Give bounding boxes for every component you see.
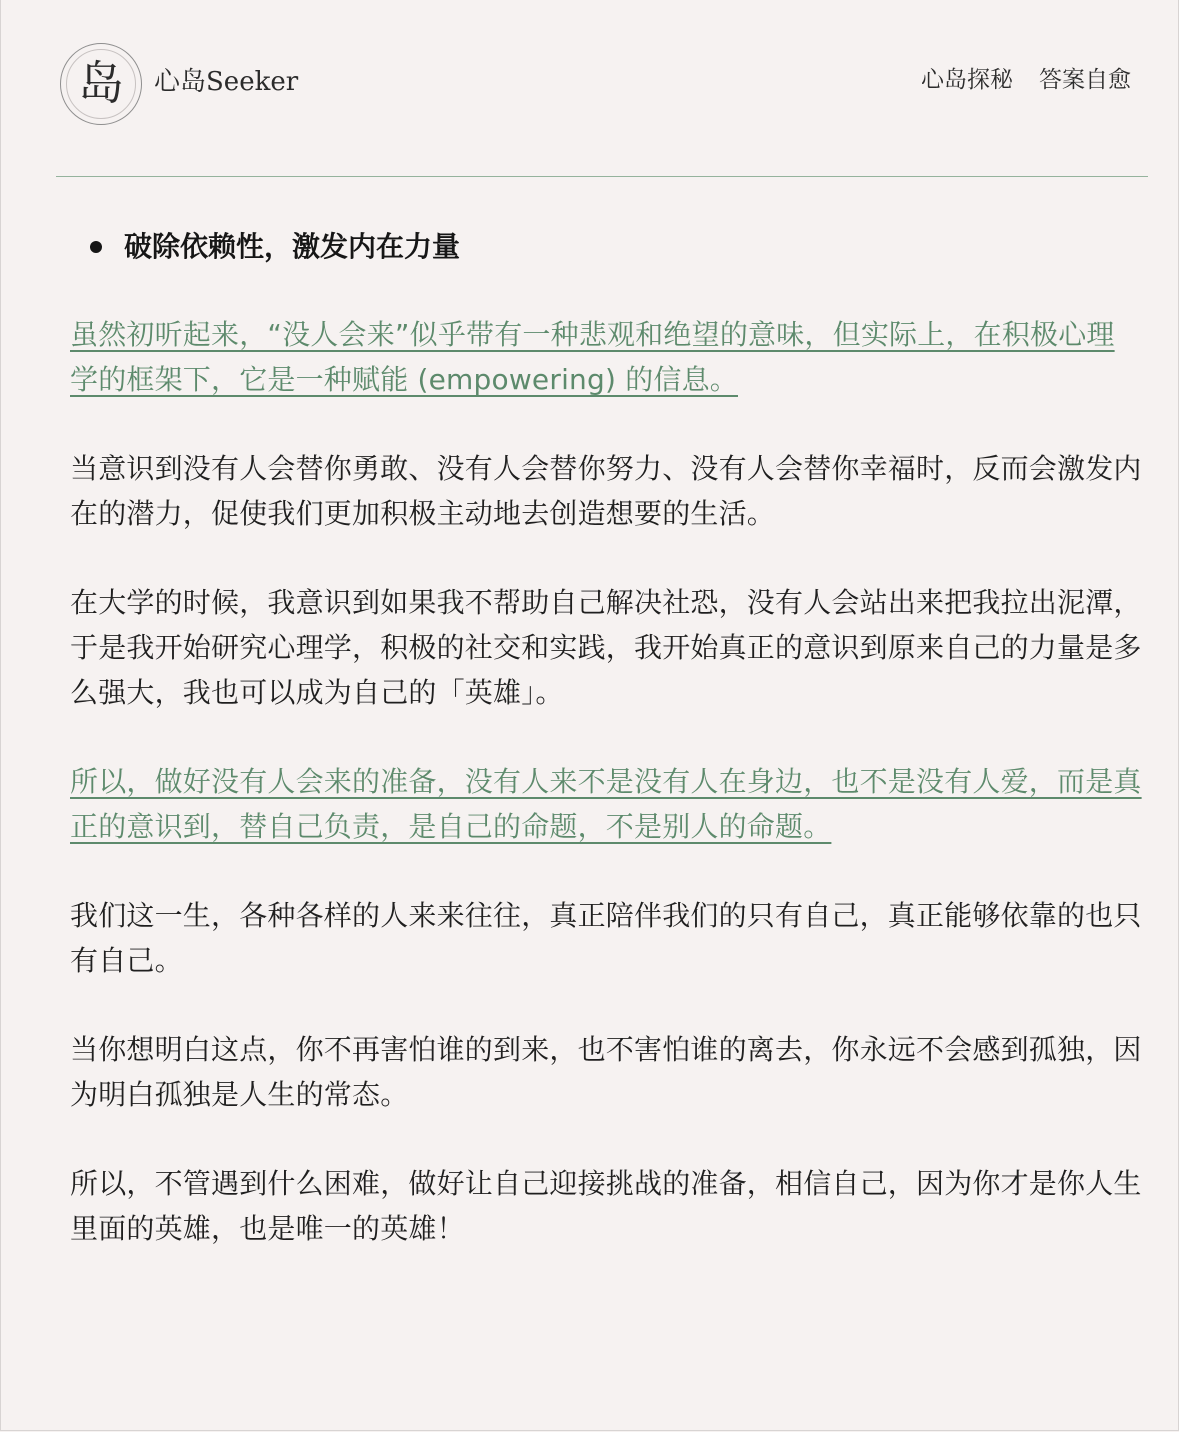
highlight-paragraph: 虽然初听起来，“没人会来”似乎带有一种悲观和绝望的意味，但实际上，在积极心理学的框架下，它是一种赋能 (empowering) 的信息。 — [70, 318, 1115, 396]
nav-item-explore[interactable]: 心岛探秘 — [921, 67, 1013, 93]
nav-item-answers[interactable]: 答案自愈 — [1039, 67, 1131, 93]
logo-badge[interactable] — [60, 43, 142, 125]
section-heading-text: 破除依赖性，激发内在力量 — [124, 230, 461, 263]
site-header — [0, 0, 1179, 178]
logo-character: 岛 — [78, 56, 124, 110]
article-body — [70, 218, 1142, 1251]
paragraph: 在大学的时候，我意识到如果我不帮助自己解决社恐，没有人会站出来把我拉出泥潭，于是我开始研究心理学，积极的社交和实践，我开始真正的意识到原来自己的力量是多么强大，我也可以成为自己的「英雄」。 — [70, 586, 1142, 709]
paragraph: 当意识到没有人会替你勇敢、没有人会替你努力、没有人会替你幸福时，反而会激发内在的潜力，促使我们更加积极主动地去创造想要的生活。 — [70, 452, 1142, 530]
paragraph: 我们这一生，各种各样的人来来往往，真正陪伴我们的只有自己，真正能够依靠的也只有自己。 — [70, 899, 1142, 977]
brand-name[interactable]: 心岛Seeker — [154, 67, 299, 97]
header-divider — [56, 176, 1148, 177]
paragraph: 当你想明白这点，你不再害怕谁的到来，也不害怕谁的离去，你永远不会感到孤独，因为明白孤独是人生的常态。 — [70, 1033, 1142, 1111]
bullet-icon — [90, 241, 102, 253]
section-heading — [90, 218, 1142, 276]
highlight-paragraph: 所以，做好没有人会来的准备，没有人来不是没有人在身边，也不是没有人爱，而是真正的意识到，替自己负责，是自己的命题，不是别人的命题。 — [70, 765, 1142, 843]
top-nav — [921, 64, 1131, 96]
paragraph: 所以，不管遇到什么困难，做好让自己迎接挑战的准备，相信自己，因为你才是你人生里面的英雄，也是唯一的英雄！ — [70, 1167, 1142, 1245]
